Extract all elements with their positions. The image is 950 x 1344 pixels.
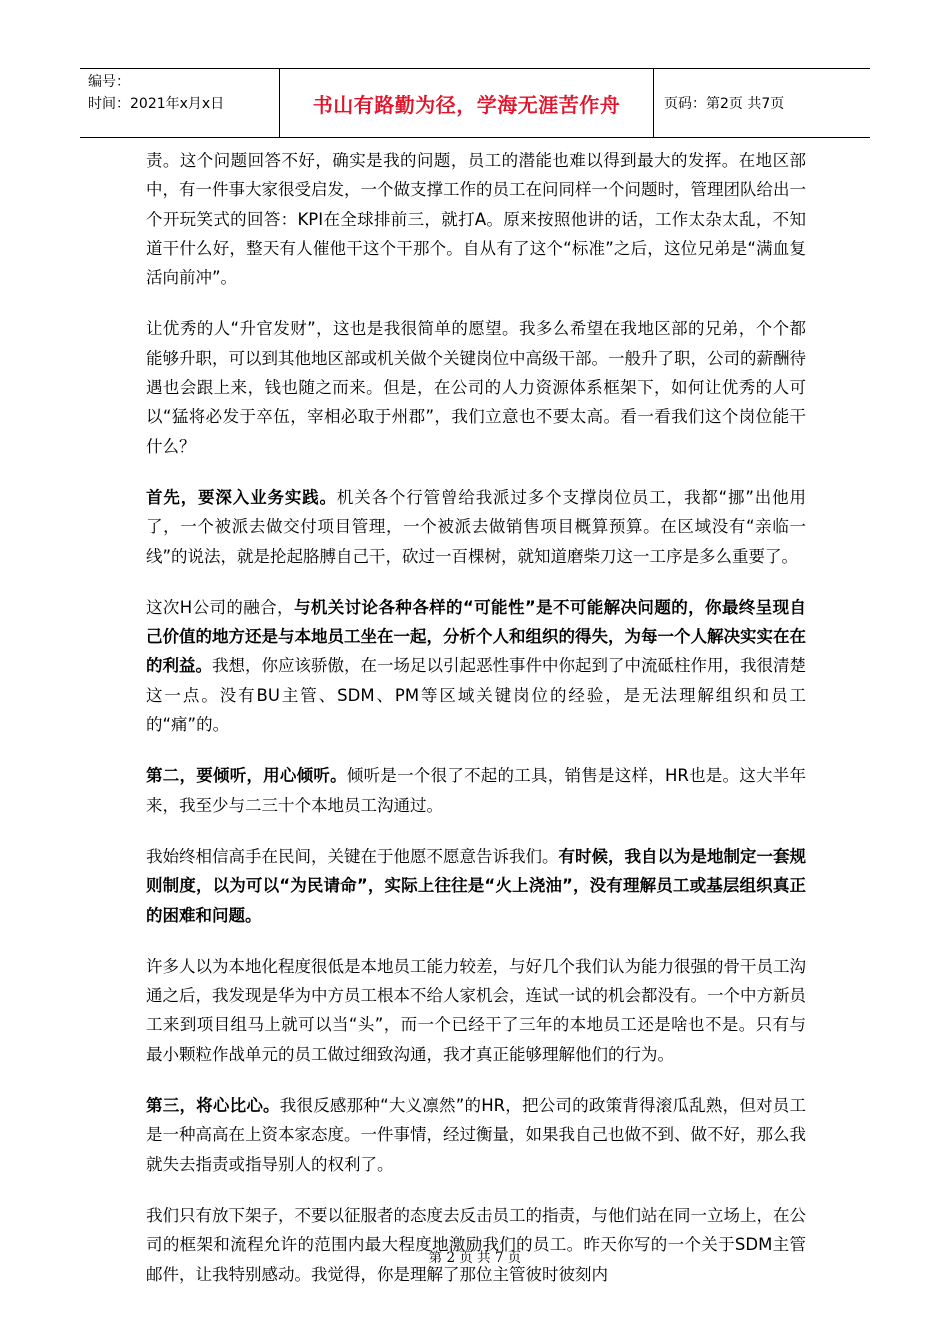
bold-text-segment: 第二，要倾听，用心倾听。 bbox=[146, 766, 347, 786]
header-page-label: 页码：第2页 共7页 bbox=[664, 96, 785, 112]
text-segment: 我很反感那种“大义凛然”的HR，把公司的政策背得滚瓜乱熟，但对员工是一种高高在上资本家态度。一件事情，经过衡量，如果我自己也做不到、做不好，那么我就失去指责或指导别人的权利了。 bbox=[146, 1096, 806, 1174]
paragraph bbox=[146, 146, 806, 292]
paragraph bbox=[146, 761, 806, 820]
text-segment: 许多人以为本地化程度很低是本地员工能力较差，与好几个我们认为能力很强的骨干员工沟通之后，我发现是华为中方员工根本不给人家机会，连试一试的机会都没有。一个中方新员工来到项目组马上就可以当“头”，而一个已经干了三年的本地员工还是啥也不是。只有与最小颗粒作战单元的员工做过细致沟通，我才真正能够理解他们的行为。 bbox=[146, 956, 806, 1064]
page-footer: 第 2 页 共 7 页 bbox=[428, 1250, 522, 1266]
text-segment: 我想，你应该骄傲，在一场足以引起恶性事件中你起到了中流砥柱作用，我很清楚这一点。没有BU主管、SDM、PM等区域关键岗位的经验，是无法理解组织和员工的“痛”的。 bbox=[146, 656, 806, 735]
bold-text-segment: 第三，将心比心。 bbox=[146, 1096, 280, 1116]
text-segment: 让优秀的人“升官发财”，这也是我很简单的愿望。我多么希望在我地区部的兄弟，个个都能够升职，可以到其他地区部或机关做个关键岗位中高级干部。一般升了职，公司的薪酬待遇也会跟上来，钱也随之而来。但是，在公司的人力资源体系框架下，如何让优秀的人可以“猛将必发于卒伍，宰相必取于州郡”，我们立意也不要太高。看一看我们这个岗位能干什么？ bbox=[146, 319, 806, 456]
header-meta bbox=[80, 69, 280, 137]
paragraph bbox=[146, 1091, 806, 1179]
text-segment: 我们只有放下架子，不要以征服者的态度去反击员工的指责，与他们站在同一立场上，在公司的框架和流程允许的范围内最大程度地激励我们的员工。昨天你写的一个关于SDM主管邮件，让我特别感动。我觉得，你是理解了那位主管彼时彼刻内 bbox=[146, 1205, 806, 1284]
bold-text-segment: 首先，要深入业务实践。 bbox=[146, 487, 337, 507]
paragraph bbox=[146, 593, 806, 739]
text-segment: 责。这个问题回答不好，确实是我的问题，员工的潜能也难以得到最大的发挥。在地区部中，有一件事大家很受启发，一个做支撑工作的员工在问同样一个问题时，管理团队给出一个开玩笑式的回答：KPI在全球排前三，就打A。原来按照他讲的话，工作太杂太乱，不知道干什么好，整天有人催他干这个干那个。自从有了这个“标准”之后，这位兄弟是“满血复活向前冲”。 bbox=[146, 151, 806, 288]
bold-text-segment: 与机关讨论各种各样的“可能性”是不可能解决问题的，你最终呈现自己价值的地方还是与本地员工坐在一起，分析个人和组织的得失，为每一个人解决实实在在的利益。 bbox=[146, 597, 806, 676]
paragraph bbox=[146, 314, 806, 460]
text-segment: 这次H公司的融合， bbox=[146, 597, 294, 617]
document-body bbox=[146, 146, 806, 1311]
paragraph bbox=[146, 483, 806, 571]
text-segment: 机关各个行管曾给我派过多个支撑岗位员工，我都“挪”出他用了，一个被派去做交付项目管理，一个被派去做销售项目概算预算。在区域没有“亲临一线”的说法，就是抡起胳膊自己干，砍过一百棵树，就知道磨柴刀这一工序是多么重要了。 bbox=[146, 487, 807, 566]
page-header bbox=[80, 68, 870, 138]
text-segment: 我始终相信高手在民间，关键在于他愿不愿意告诉我们。 bbox=[146, 846, 559, 866]
paragraph bbox=[146, 1201, 806, 1289]
serial-label: 编号： bbox=[88, 74, 130, 90]
date-label: 时间：2021年x月x日 bbox=[88, 96, 225, 112]
text-segment: 倾听是一个很了不起的工具，销售是这样，HR也是。这大半年来，我至少与二三十个本地员工沟通过。 bbox=[146, 766, 807, 815]
paragraph bbox=[146, 842, 806, 930]
paragraph bbox=[146, 952, 806, 1069]
header-motto: 书山有路勤为径，学海无涯苦作舟 bbox=[280, 69, 654, 137]
bold-text-segment: 有时候，我自以为是地制定一套规则制度，以为可以“为民请命”，实际上往往是“火上浇油”，没有理解员工或基层组织真正的困难和问题。 bbox=[146, 846, 806, 925]
